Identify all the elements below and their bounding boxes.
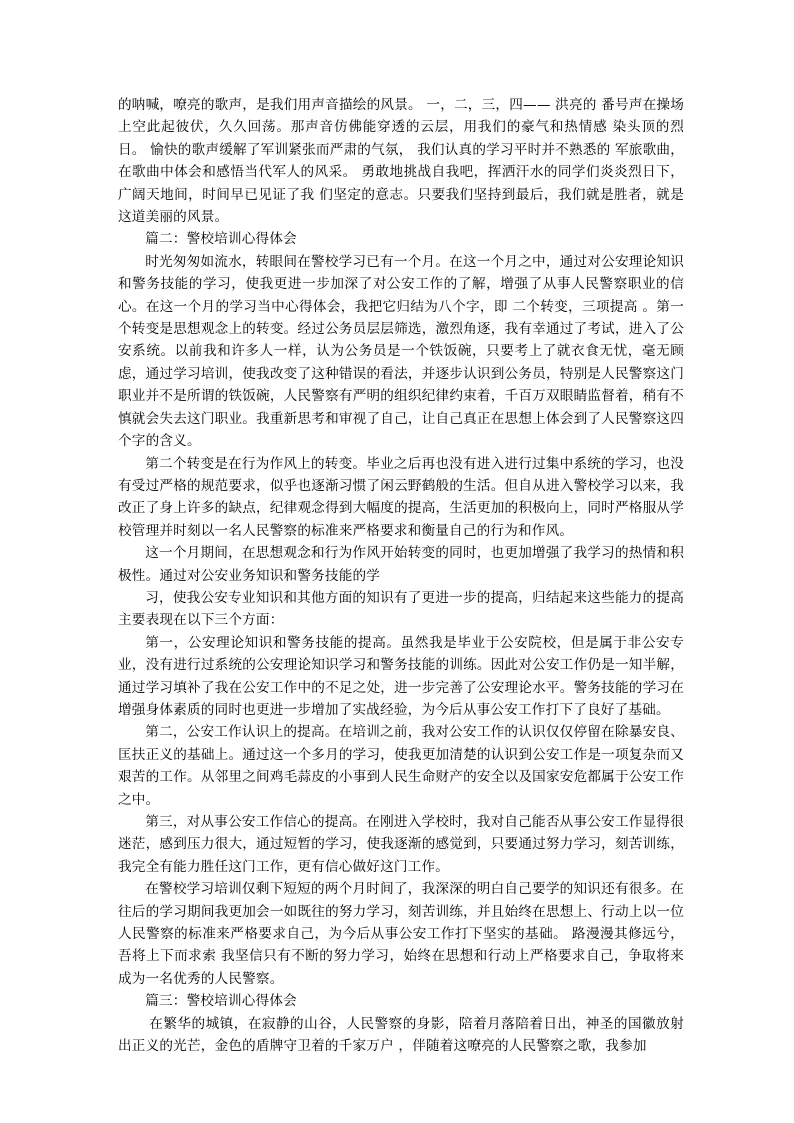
paragraph-7: 第二，公安工作认识上的提高。在培训之前，我对公安工作的认识仅仅停留在除暴安良、匡扶正义的基础上。通过这一个多月的学习，使我更加清楚的认识到公安工作是一项复杂而又艰苦的工作。从邻里之间鸡毛蒜皮的小事到人民生命财产的安全以及国家安危都属于公安工作之中。 [118, 724, 684, 808]
paragraph-2: 时光匆匆如流水，转眼间在警校学习已有一个月。在这一个月之中，通过对公安理论知识和警务技能的学习，使我更进一步加深了对公安工作的了解，增强了从事人民警察职业的信心。在这一个月的学习当中心得体会，我把它归结为八个字，即 二个转变，三项提高 。第一个转变是思想观念上的转变。经过公务员层层筛选，激烈角逐，我有幸通过了考试，进入了公安系统。以前我和许多人一样，认为公务员是一个铁饭碗，只要考上了就衣食无忧，毫无顾虑，通过学习培训，使我改变了这种错误的看法，并逐步认识到公务员，特别是人民警察这门职业并不是所谓的铁饭碗，人民警察有严明的组织纪律约束着，千百万双眼睛监督着，稍有不慎就会失去这门职业。我重新思考和审视了自己，让自己真正在思想上体会到了人民警察这四个字的含义。 [118, 253, 684, 450]
paragraph-5: 习，使我公安专业知识和其他方面的知识有了更进一步的提高，归结起来这些能力的提高主要表现在以下三个方面： [118, 589, 684, 629]
paragraph-10: 在繁华的城镇，在寂静的山谷，人民警察的身影，陪着月落陪着日出，神圣的国徽放射出正义的光芒，金色的盾牌守卫着的千家万户 ，伴随着这嘹亮的人民警察之歌，我参加 [118, 1015, 684, 1055]
paragraph-4: 这一个月期间，在思想观念和行为作风开始转变的同时，也更加增强了我学习的热情和积极性。通过对公安业务知识和警务技能的学 [118, 545, 684, 584]
paragraph-8: 第三，对从事公安工作信心的提高。在刚进入学校时，我对自己能否从事公安工作显得很迷茫，感到压力很大，通过短暂的学习，使我逐渐的感觉到，只要通过努力学习，刻苦训练，我完全有能力胜任这门工作，更有信心做好这门工作。 [118, 814, 684, 875]
section-heading-3: 篇三：警校培训心得体会 [145, 993, 297, 1010]
paragraph-6: 第一，公安理论知识和警务技能的提高。虽然我是毕业于公安院校，但是属于非公安专业，没有进行过系统的公安理论知识学习和警务技能的训练。因此对公安工作仍是一知半解，通过学习填补了我在公安工作中的不足之处，进一步完善了公安理论水平。警务技能的学习在增强身体素质的同时也更进一步增加了实战经验，为今后从事公安工作打下了良好了基础。 [118, 634, 684, 718]
paragraph-9: 在警校学习培训仅剩下短短的两个月时间了，我深深的明白自己要学的知识还有很多。在往后的学习期间我更加会一如既往的努力学习，刻苦训练，并且始终在思想上、行动上以一位人民警察的标准来严格要求自己，为今后从事公安工作打下坚实的基础。 路漫漫其修远兮，吾将上下而求索 我坚信只有不断的努力学习，始终在思想和行动上严格要求自己，争取将来成为一名优秀的人民警察。 [118, 881, 684, 987]
paragraph-3: 第二个转变是在行为作风上的转变。毕业之后再也没有进入进行过集中系统的学习，也没有受过严格的规范要求，似乎也逐渐习惯了闲云野鹤般的生活。但自从进入警校学习以来，我改正了身上许多的缺点，纪律观念得到大幅度的提高，生活更加的积极向上，同时严格服从学校管理并时刻以一名人民警察的标准来严格要求和衡量自己的行为和作风。 [118, 455, 684, 539]
paragraph-1: 的呐喊，嘹亮的歌声，是我们用声音描绘的风景。 一，二，三，四—— 洪亮的 番号声在操场上空此起彼伏，久久回荡。那声音仿佛能穿透的云层，用我们的豪气和热情感 染头顶的烈日。 愉快的歌声缓解了军训紧张而严肃的气氛， 我们认真的学习平时并不熟悉的 军旅歌曲，在歌曲中体会和感悟当代军人的风采。 勇敢地挑战自我吧，挥洒汗水的同学们炎炎烈日下，广阔天地间，时间早已见证了我 们坚定的意志。只要我们坚持到最后，我们就是胜者，就是这道美丽的风景。 [118, 97, 684, 226]
document-body [118, 94, 684, 1057]
section-heading-2: 篇二：警校培训心得体会 [145, 231, 297, 248]
